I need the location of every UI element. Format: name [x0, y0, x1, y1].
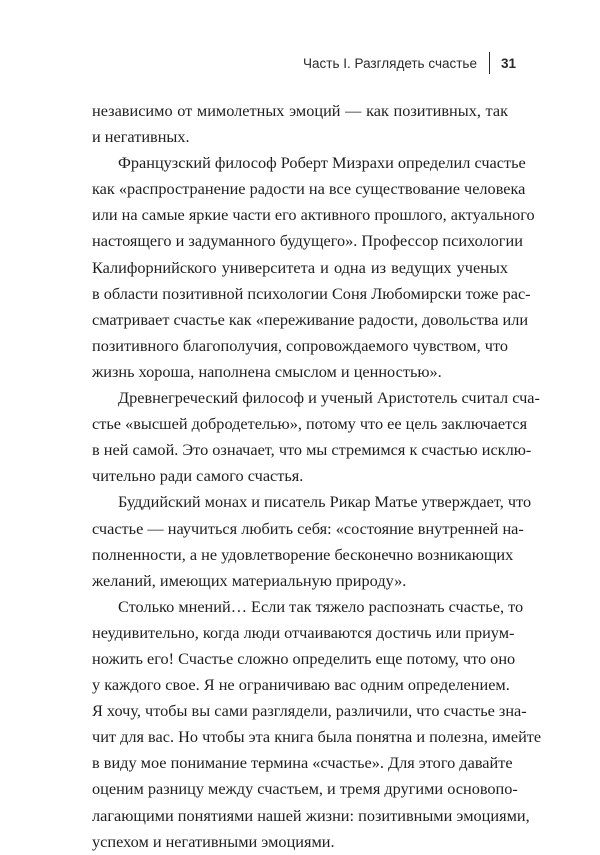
text-line: в области позитивной психологии Соня Любомирски тоже рас-	[92, 283, 531, 303]
text-line: полненности, а не удовлетворение бесконечно возникающих	[92, 544, 514, 564]
paragraph-continuation	[92, 98, 508, 150]
page-number: 31	[500, 55, 516, 71]
text-line: Буддийский монах и писатель Рикар Матье утверждает, что	[118, 492, 532, 512]
text-line: оценим разницу между счастьем, и тремя другими основопо-	[92, 779, 518, 799]
text-line: желаний, имеющих материальную природу».	[92, 570, 407, 590]
text-line: или на самые яркие части его активного прошлого, актуального	[92, 205, 535, 225]
paragraph	[92, 594, 542, 855]
text-line: неудивительно, когда люди отчаиваются достичь или приум-	[92, 622, 515, 642]
header-divider	[489, 52, 490, 74]
text-line: Калифорнийского университета и одна из ведущих ученых	[92, 257, 508, 277]
paragraph	[92, 385, 540, 489]
text-line: и негативных.	[92, 127, 190, 147]
text-line: Древнегреческий философ и ученый Аристотель считал сча-	[118, 388, 540, 408]
text-line: лагающими понятиями нашей жизни: позитивными эмоциями,	[92, 805, 530, 825]
text-line: чит для вас. Но чтобы эта книга была понятна и полезна, имейте	[92, 727, 542, 747]
text-line: в виду мое понимание термина «счастье». Для этого давайте	[92, 753, 513, 773]
text-line: Французский философ Роберт Мизрахи определил счастье	[118, 153, 526, 173]
text-line: настоящего и задуманного будущего». Профессор психологии	[92, 231, 523, 251]
text-line: успехом и негативными эмоциями.	[92, 831, 335, 851]
text-line: как «распространение радости на все существование человека	[92, 179, 526, 199]
text-line: чительно ради самого счастья.	[92, 466, 304, 486]
paragraph	[92, 150, 535, 385]
text-line: ножить его! Счастье сложно определить еще потому, что оно	[92, 648, 516, 668]
body-text	[92, 98, 542, 855]
text-line: Я хочу, чтобы вы сами разглядели, различили, что счастье зна-	[92, 701, 527, 721]
text-line: у каждого свое. Я не ограничиваю вас одним определением.	[92, 675, 510, 695]
text-line: счастье — научиться любить себя: «состояние внутренней на-	[92, 518, 524, 538]
text-line: жизнь хороша, наполнена смыслом и ценностью».	[92, 361, 442, 381]
chapter-title: Часть I. Разглядеть счастье	[303, 55, 477, 71]
text-line: независимо от мимолетных эмоций — как позитивных, так	[92, 101, 508, 120]
text-line: стье «высшей добродетелью», потому что ее цель заключается	[92, 414, 528, 434]
running-header	[303, 52, 516, 74]
text-line: в ней самой. Это означает, что мы стремимся к счастью исклю-	[92, 440, 532, 460]
paragraph	[92, 489, 532, 593]
text-line: сматривает счастье как «переживание радости, довольства или	[92, 309, 529, 329]
text-line: Столько мнений… Если так тяжело распознать счастье, то	[118, 596, 524, 616]
text-line: позитивного благополучия, сопровождаемого чувством, что	[92, 335, 508, 355]
